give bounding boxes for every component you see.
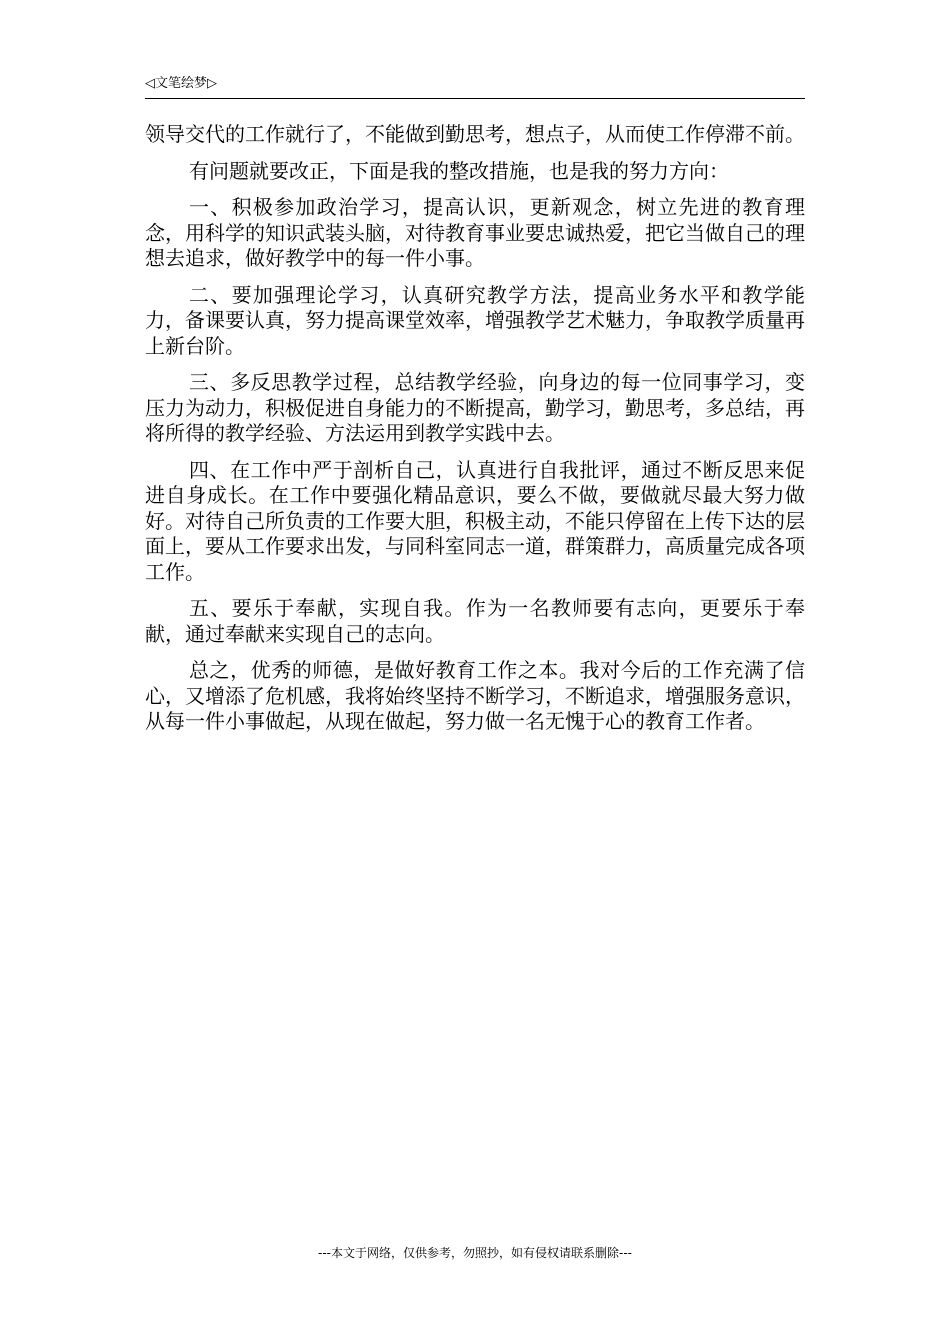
paragraph-measure-1: 一、积极参加政治学习，提高认识，更新观念，树立先进的教育理念，用科学的知识武装头脑，对待教育事业要忠诚热爱，把它当做自己的理想去追求，做好教学中的每一件小事。: [145, 195, 805, 270]
paragraph-measure-2: 二、要加强理论学习，认真研究教学方法，提高业务水平和教学能力，备课要认真，努力提高课堂效率，增强教学艺术魅力，争取教学质量再上新台阶。: [145, 282, 805, 358]
document-body: [145, 122, 805, 746]
page-footer-disclaimer: ---本文于网络，仅供参考，勿照抄，如有侵权请联系删除---: [318, 1246, 632, 1260]
paragraph-conclusion: 总之，优秀的师德，是做好教育工作之本。我对今后的工作充满了信心，又增添了危机感，我将始终坚持不断学习，不断追求，增强服务意识，从每一件小事做起，从现在做起，努力做一名无愧于心的教育工作者。: [145, 658, 805, 733]
paragraph-measure-5: 五、要乐于奉献，实现自我。作为一名教师要有志向，更要乐于奉献，通过奉献来实现自己的志向。: [145, 596, 805, 646]
paragraph-continuation: 领导交代的工作就行了，不能做到勤思考，想点子，从而使工作停滞不前。: [145, 122, 805, 146]
paragraph-measure-4: 四、在工作中严于剖析自己，认真进行自我批评，通过不断反思来促进自身成长。在工作中要强化精品意识，要么不做，要做就尽最大努力做好。对待自己所负责的工作要大胆，积极主动，不能只停留在上传下达的层面上，要从工作要求出发，与同科室同志一道，群策群力，高质量完成各项工作。: [145, 457, 805, 584]
header-brand: ◁文笔绘梦▷: [145, 76, 217, 91]
page-header: [145, 73, 805, 99]
paragraph-measure-3: 三、多反思教学过程，总结教学经验，向身边的每一位同事学习，变压力为动力，积极促进自身能力的不断提高，勤学习，勤思考，多总结，再将所得的教学经验、方法运用到教学实践中去。: [145, 370, 805, 445]
paragraph-intro: 有问题就要改正，下面是我的整改措施，也是我的努力方向：: [189, 158, 729, 183]
